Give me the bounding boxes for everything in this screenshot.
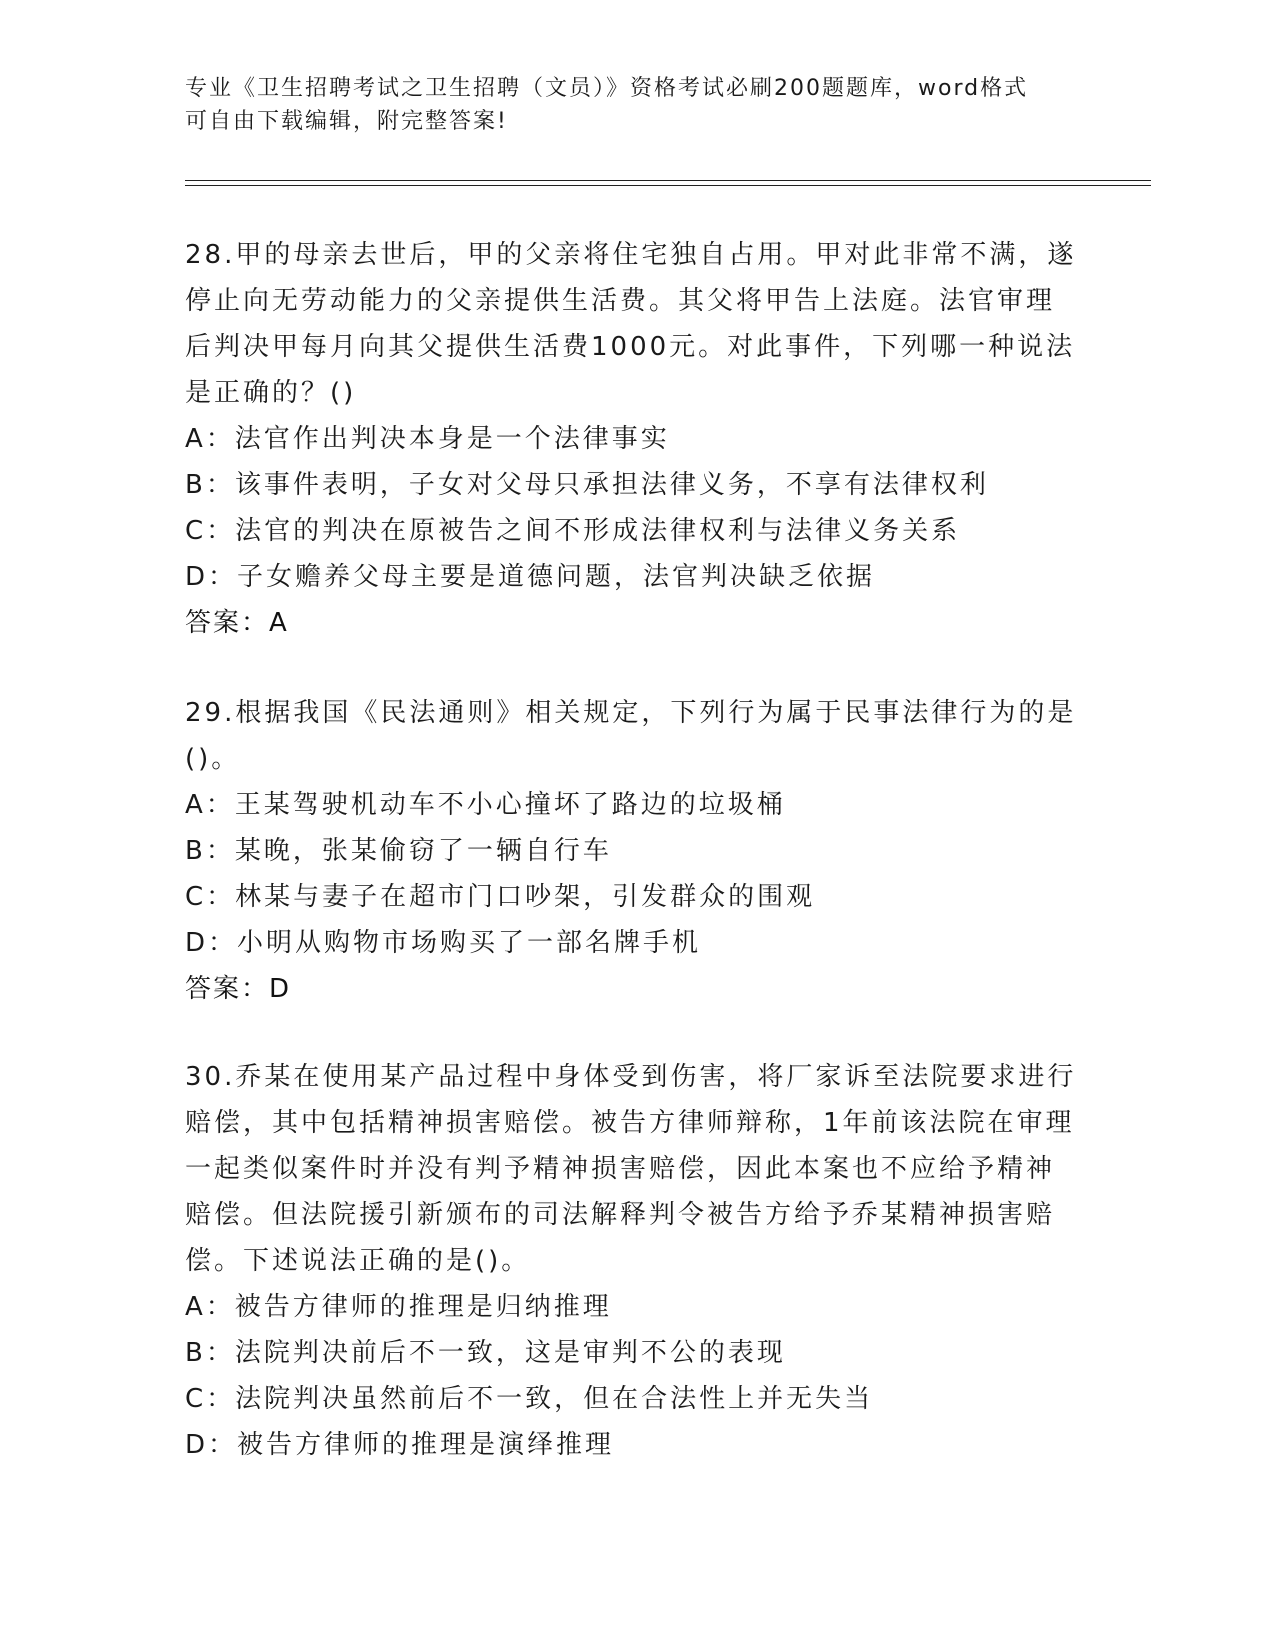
option-a: A：被告方律师的推理是归纳推理 <box>185 1292 612 1322</box>
option-c: C：法院判决虽然前后不一致，但在合法性上并无失当 <box>185 1384 874 1414</box>
option-d: D：被告方律师的推理是演绎推理 <box>185 1430 615 1460</box>
header-line-2: 可自由下载编辑，附完整答案! <box>185 109 508 134</box>
option-a: A：法官作出判决本身是一个法律事实 <box>185 424 670 454</box>
option-c: C：林某与妻子在超市门口吵架，引发群众的围观 <box>185 882 816 912</box>
option-d: D：小明从购物市场购买了一部名牌手机 <box>185 928 702 958</box>
question-stem-line: 是正确的？() <box>185 378 357 408</box>
question-stem-line: 一起类似案件时并没有判予精神损害赔偿，因此本案也不应给予精神 <box>185 1154 1056 1184</box>
question-29 <box>185 690 1085 1012</box>
header-divider-bottom <box>185 185 1151 186</box>
question-stem-line: 29.根据我国《民法通则》相关规定，下列行为属于民事法律行为的是 <box>185 698 1077 728</box>
option-b: B：法院判决前后不一致，这是审判不公的表现 <box>185 1338 786 1368</box>
question-stem-line: 停止向无劳动能力的父亲提供生活费。其父将甲告上法庭。法官审理 <box>185 286 1056 316</box>
header-line-1: 专业《卫生招聘考试之卫生招聘（文员）》资格考试必刷200题题库，word格式 <box>185 76 1029 101</box>
question-stem-line: 偿。下述说法正确的是()。 <box>185 1246 531 1276</box>
question-stem-line: 30.乔某在使用某产品过程中身体受到伤害，将厂家诉至法院要求进行 <box>185 1062 1077 1092</box>
option-b: B：某晚，张某偷窃了一辆自行车 <box>185 836 612 866</box>
answer-label: 答案：A <box>185 608 289 638</box>
answer-label: 答案：D <box>185 974 292 1004</box>
option-b: B：该事件表明，子女对父母只承担法律义务，不享有法律权利 <box>185 470 989 500</box>
option-c: C：法官的判决在原被告之间不形成法律权利与法律义务关系 <box>185 516 961 546</box>
option-a: A：王某驾驶机动车不小心撞坏了路边的垃圾桶 <box>185 790 786 820</box>
question-stem-line: 后判决甲每月向其父提供生活费1000元。对此事件，下列哪一种说法 <box>185 332 1076 362</box>
question-stem-line: 赔偿，其中包括精神损害赔偿。被告方律师辩称，1年前该法院在审理 <box>185 1108 1075 1138</box>
question-30 <box>185 1054 1085 1468</box>
question-stem-line: 赔偿。但法院援引新颁布的司法解释判令被告方给予乔某精神损害赔 <box>185 1200 1056 1230</box>
header-divider-top <box>185 180 1151 181</box>
option-d: D：子女赡养父母主要是道德问题，法官判决缺乏依据 <box>185 562 876 592</box>
document-header <box>185 72 1085 138</box>
question-28 <box>185 232 1085 646</box>
question-stem-line: 28.甲的母亲去世后，甲的父亲将住宅独自占用。甲对此非常不满，遂 <box>185 240 1077 270</box>
question-stem-line: ()。 <box>185 744 241 774</box>
